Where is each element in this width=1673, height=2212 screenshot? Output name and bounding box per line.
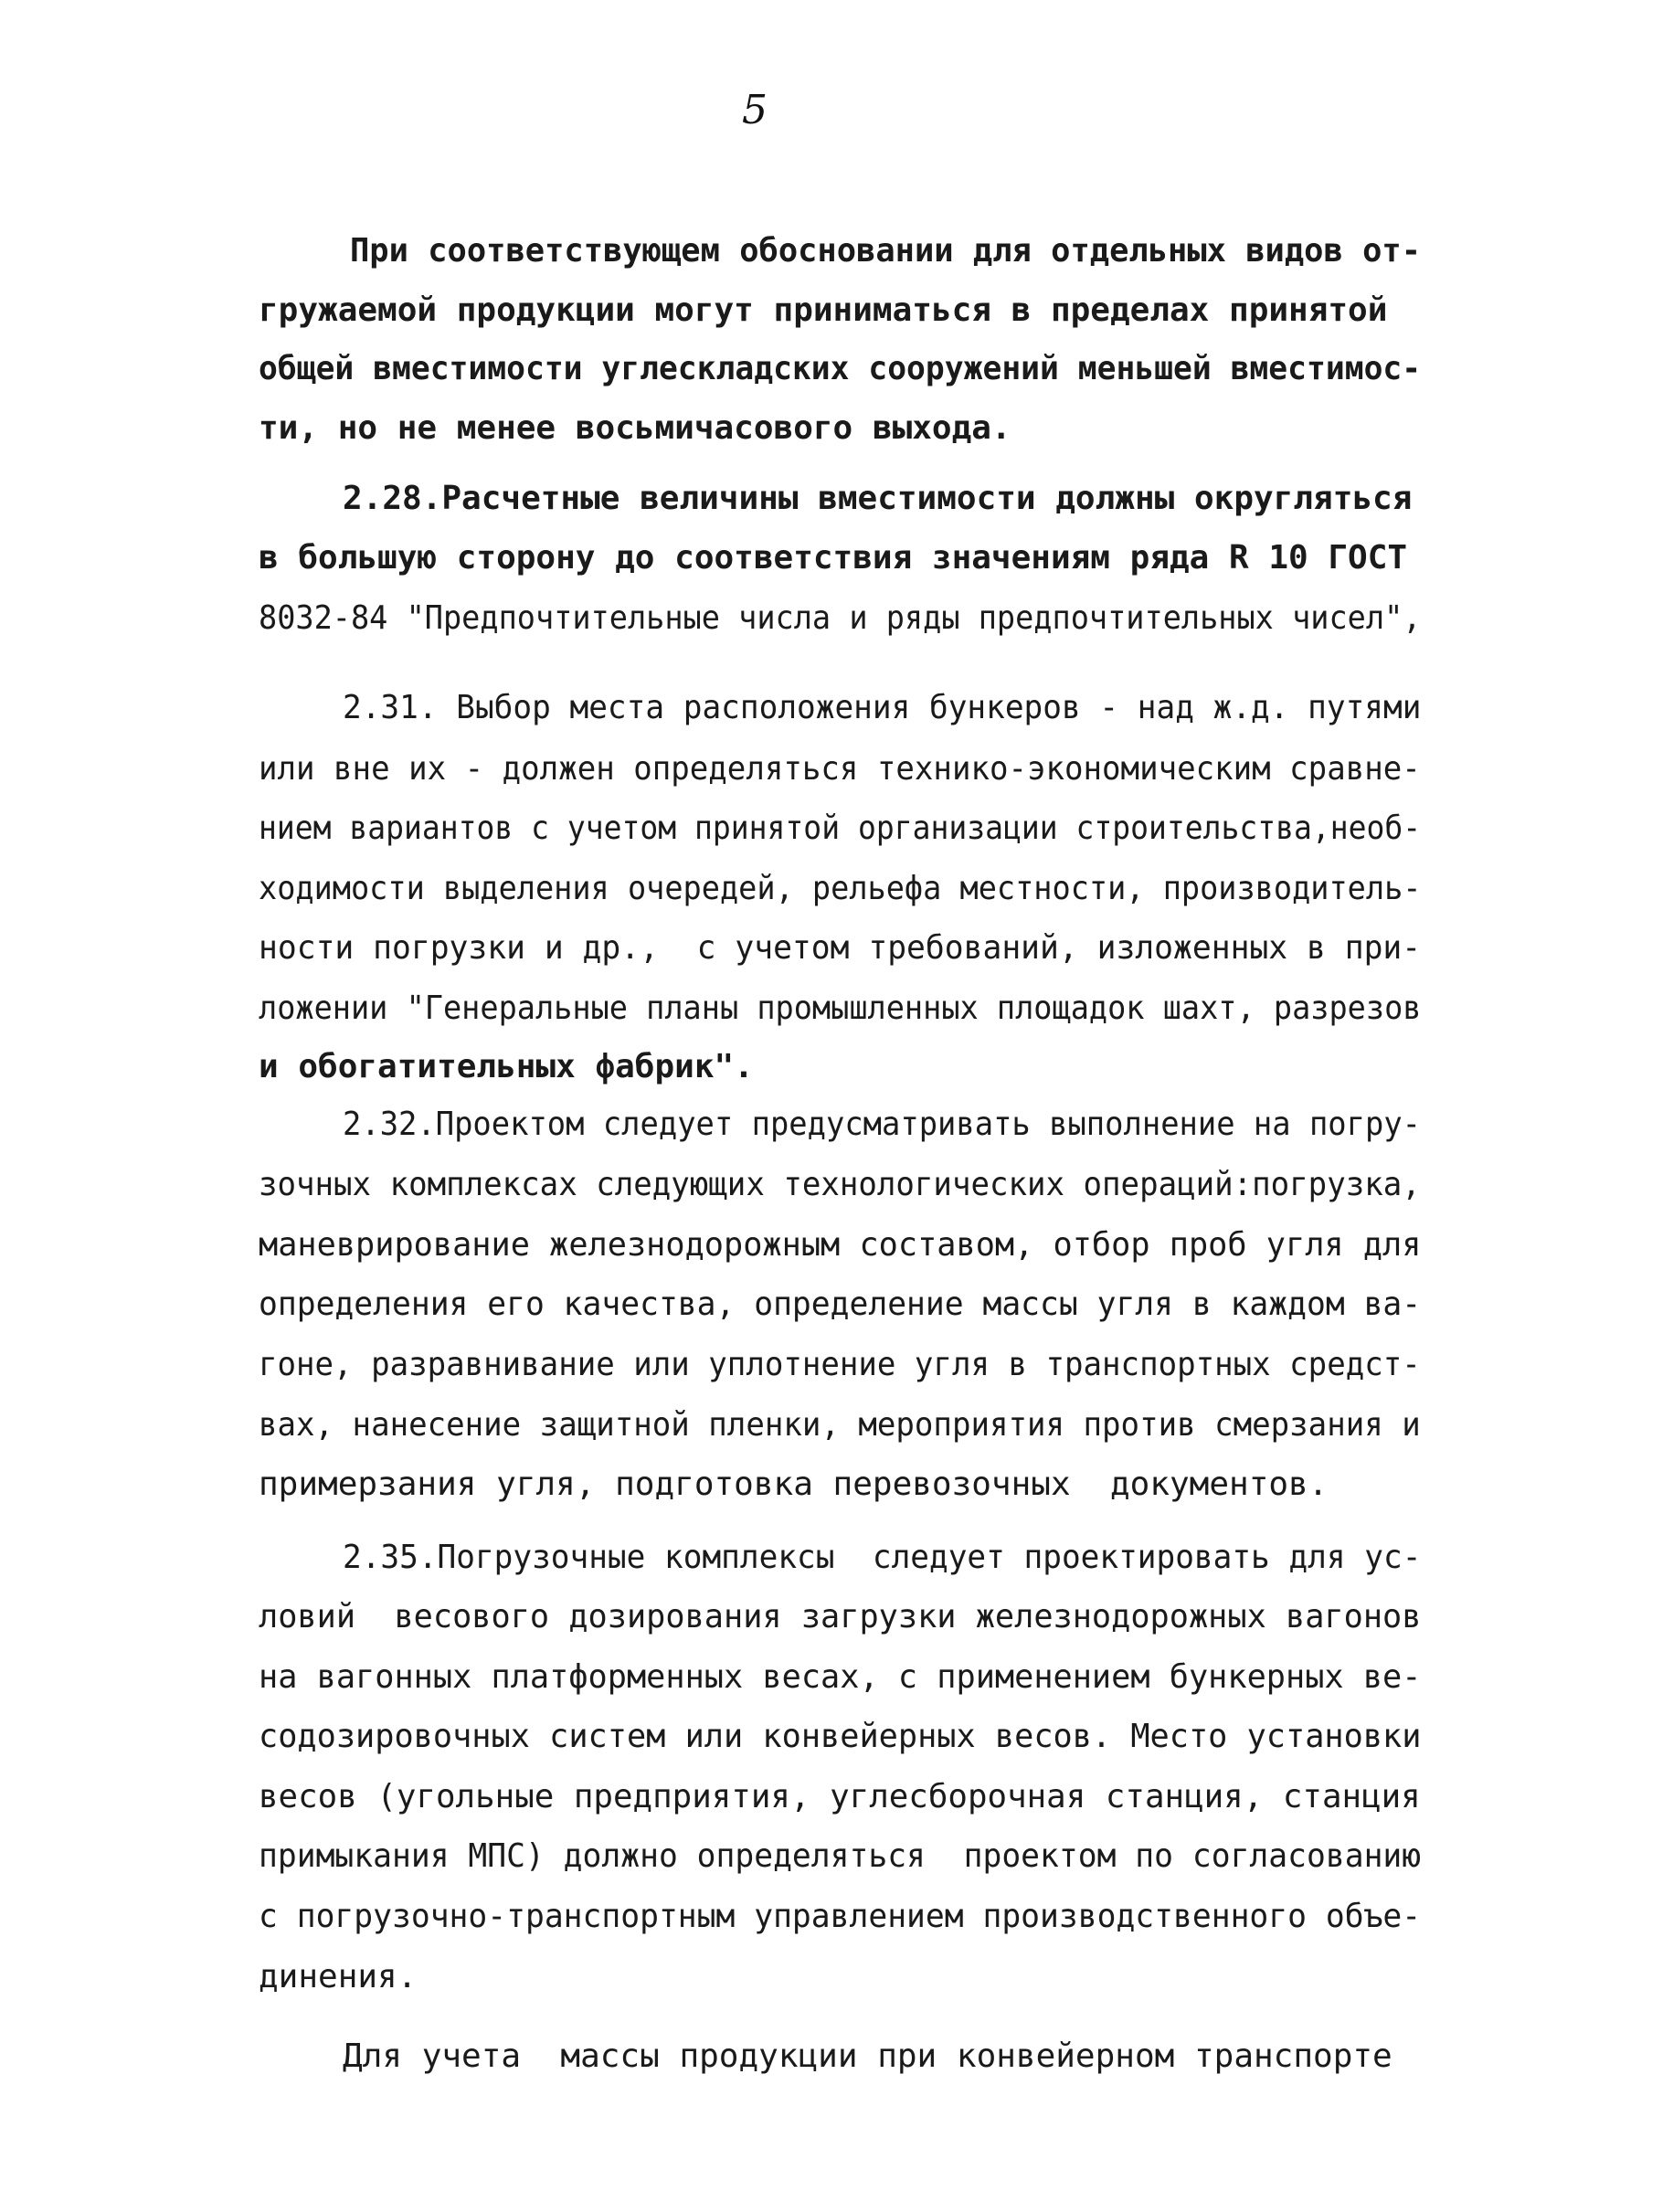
text-line: ловий весового дозирования загрузки железнодорожных вагонов [259, 1598, 1422, 1635]
text-line: общей вместимости углескладских сооружений меньшей вместимос- [259, 350, 1422, 387]
text-line: вах, нанесение защитной пленки, мероприятия против смерзания и [259, 1406, 1421, 1444]
text-line: содозировочных систем или конвейерных весов. Место установки [259, 1718, 1422, 1755]
text-line: нием вариантов с учетом принятой организации строительства,необ- [259, 810, 1422, 847]
text-line: ти, но не менее восьмичасового выхода. [259, 409, 1011, 447]
text-line: гружаемой продукции могут приниматься в пределах принятой [259, 291, 1388, 329]
text-line: зочных комплексах следующих технологических операций:погрузка, [259, 1166, 1421, 1203]
text-line: определения его качества, определение массы угля в каждом ва- [259, 1286, 1422, 1323]
text-line: ности погрузки и др., с учетом требований, изложенных в при- [259, 929, 1422, 967]
text-line: или вне их - должен определяться технико-экономическим сравне- [259, 750, 1421, 788]
text-line: маневрирование железнодорожным составом, отбор проб угля для [259, 1226, 1422, 1264]
text-line: 2.35.Погрузочные комплексы следует проектировать для ус- [343, 1539, 1422, 1576]
text-line: примыкания МПС) должно определяться проектом по согласованию [259, 1837, 1422, 1875]
text-line: При соответствующем обосновании для отдельных видов от- [350, 232, 1422, 270]
text-line: весов (угольные предприятия, углесборочная станция, станция [259, 1778, 1421, 1815]
text-line: 8032-84 "Предпочтительные числа и ряды предпочтительных чисел", [259, 599, 1422, 637]
text-line: примерзания угля, подготовка перевозочных документов. [259, 1466, 1329, 1503]
text-line: и обогатительных фабрик". [259, 1048, 754, 1085]
text-line: 2.28.Расчетные величины вместимости должны округляться [343, 480, 1413, 517]
text-line: динения. [259, 1958, 418, 1995]
text-line: 2.32.Проектом следует предусматривать выполнение на погру- [343, 1106, 1422, 1143]
text-line: 2.31. Выбор места расположения бункеров - над ж.д. путями [343, 689, 1422, 726]
page-number: 5 [742, 87, 768, 133]
text-line: гоне, разравнивание или уплотнение угля в транспортных средст- [259, 1346, 1421, 1383]
text-line: ложении "Генеральные планы промышленных площадок шахт, разрезов [259, 990, 1422, 1027]
text-line: Для учета массы продукции при конвейерном транспорте [343, 2037, 1392, 2075]
text-line: на вагонных платформенных весах, с применением бункерных ве- [259, 1658, 1422, 1696]
text-line: с погрузочно-транспортным управлением производственного объе- [259, 1898, 1422, 1935]
text-line: в большую сторону до соответствия значениям ряда R 10 ГОСТ [259, 539, 1408, 577]
text-line: ходимости выделения очередей, рельефа местности, производитель- [259, 870, 1422, 907]
